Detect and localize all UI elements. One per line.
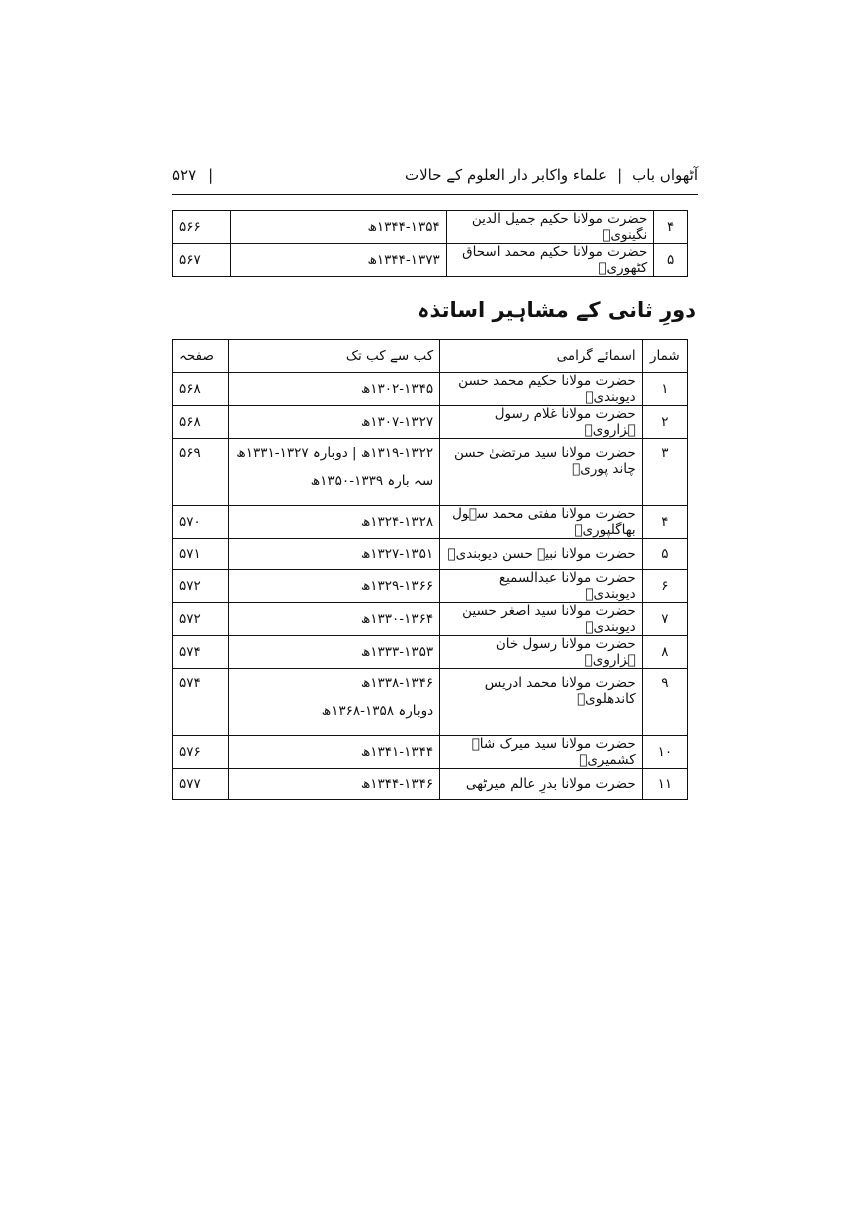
running-header: [172, 158, 698, 192]
teachers-table: [172, 339, 688, 800]
serial-cell: ۵: [642, 539, 687, 570]
table-header-row: [173, 340, 688, 373]
name-cell: حضرت مولانا محمد ادریس کاندھلویؒ: [440, 669, 643, 736]
page-cell: ۵۷۰: [173, 506, 229, 539]
name-cell: حضرت مولانا سید اصغر حسین دیوبندیؒ: [440, 603, 643, 636]
page-cell: ۵۷۲: [173, 570, 229, 603]
serial-cell: ۳: [642, 439, 687, 506]
table-row: [173, 439, 688, 506]
period-cell: ۱۳۰۲-۱۳۴۵ھ: [229, 373, 440, 406]
header-page: صفحہ: [173, 340, 229, 373]
page-cell: ۵۶۶: [173, 211, 231, 244]
table-row: [173, 539, 688, 570]
serial-cell: ۲: [642, 406, 687, 439]
serial-cell: ۹: [642, 669, 687, 736]
name-cell: حضرت مولانا رسول خان ہزارویؒ: [440, 636, 643, 669]
period-cell: ۱۳۳۳-۱۳۵۳ھ: [229, 636, 440, 669]
page-cell: ۵۶۸: [173, 373, 229, 406]
table-row: [173, 769, 688, 800]
table-row: [173, 736, 688, 769]
name-cell: حضرت مولانا سید میرک شاہ کشمیریؒ: [440, 736, 643, 769]
table-row: [173, 406, 688, 439]
table-row: [173, 603, 688, 636]
period-line-1: ۱۳۱۹-۱۳۲۲ھ | دوبارہ ۱۳۲۷-۱۳۳۱ھ: [236, 445, 434, 461]
name-cell: حضرت مولانا نبیہ حسن دیوبندیؒ: [440, 539, 643, 570]
period-cell: ۱۳۴۴-۱۳۵۴ھ: [230, 211, 446, 244]
name-cell: حضرت مولانا سید مرتضیٰ حسن چاند پوریؒ: [440, 439, 643, 506]
chapter-title: علماء واکابر دار العلوم کے حالات: [404, 166, 608, 184]
table-row: [173, 570, 688, 603]
page-cell: ۵۷۶: [173, 736, 229, 769]
table-row: [173, 506, 688, 539]
serial-cell: ۸: [642, 636, 687, 669]
period-cell: ۱۳۲۴-۱۳۲۸ھ: [229, 506, 440, 539]
serial-cell: ۴: [654, 211, 688, 244]
serial-cell: ۱: [642, 373, 687, 406]
period-line-1: ۱۳۳۸-۱۳۴۶ھ: [360, 675, 434, 691]
page-cell: ۵۷۱: [173, 539, 229, 570]
page-cell: ۵۶۹: [173, 439, 229, 506]
name-cell: حضرت مولانا حکیم محمد اسحاق کٹھوریؒ: [446, 244, 654, 277]
serial-cell: ۶: [642, 570, 687, 603]
period-cell: [229, 439, 440, 506]
period-cell: ۱۳۴۴-۱۳۷۳ھ: [230, 244, 446, 277]
serial-cell: ۱۰: [642, 736, 687, 769]
serial-cell: ۴: [642, 506, 687, 539]
name-cell: حضرت مولانا غلام رسول ہزارویؒ: [440, 406, 643, 439]
chapter-label: آٹھواں باب: [632, 166, 698, 184]
period-line-2: سہ بارہ ۱۳۳۹-۱۳۵۰ھ: [310, 473, 434, 489]
page-cell: ۵۶۷: [173, 244, 231, 277]
period-cell: ۱۳۲۹-۱۳۶۶ھ: [229, 570, 440, 603]
page-number: ۵۲۷: [172, 166, 197, 184]
header-serial: شمار: [642, 340, 687, 373]
name-cell: حضرت مولانا مفتی محمد سہول بھاگلپوریؒ: [440, 506, 643, 539]
header-rule: [172, 194, 698, 195]
page-cell: ۵۷۴: [173, 669, 229, 736]
table-row: [173, 636, 688, 669]
period-cell: ۱۳۲۷-۱۳۵۱ھ: [229, 539, 440, 570]
serial-cell: ۷: [642, 603, 687, 636]
header-page-block: [172, 166, 217, 184]
period-cell: [229, 669, 440, 736]
name-cell: حضرت مولانا بدرِ عالم میرٹھی: [440, 769, 643, 800]
period-cell: ۱۳۰۷-۱۳۲۷ھ: [229, 406, 440, 439]
page-cell: ۵۷۴: [173, 636, 229, 669]
serial-cell: ۵: [654, 244, 688, 277]
name-cell: حضرت مولانا حکیم جمیل الدین نگینویؒ: [446, 211, 654, 244]
section-title: دورِ ثانی کے مشاہیر اساتذہ: [417, 298, 696, 322]
previous-teachers-table: [172, 210, 688, 277]
header-title-block: [405, 166, 698, 184]
page-cell: ۵۶۸: [173, 406, 229, 439]
period-line-2: دوبارہ ۱۳۵۸-۱۳۶۸ھ: [321, 703, 434, 719]
table-row: [173, 244, 688, 277]
page-cell: ۵۷۷: [173, 769, 229, 800]
name-cell: حضرت مولانا عبدالسمیع دیوبندیؒ: [440, 570, 643, 603]
header-separator-2: |: [208, 166, 214, 184]
header-separator: |: [617, 166, 623, 184]
header-name: اسمائے گرامی: [440, 340, 643, 373]
header-period: کب سے کب تک: [229, 340, 440, 373]
table-row: [173, 669, 688, 736]
page-cell: ۵۷۲: [173, 603, 229, 636]
name-cell: حضرت مولانا حکیم محمد حسن دیوبندیؒ: [440, 373, 643, 406]
period-cell: ۱۳۴۱-۱۳۴۴ھ: [229, 736, 440, 769]
period-cell: ۱۳۴۴-۱۳۴۶ھ: [229, 769, 440, 800]
serial-cell: ۱۱: [642, 769, 687, 800]
table-row: [173, 211, 688, 244]
table-row: [173, 373, 688, 406]
period-cell: ۱۳۳۰-۱۳۶۴ھ: [229, 603, 440, 636]
